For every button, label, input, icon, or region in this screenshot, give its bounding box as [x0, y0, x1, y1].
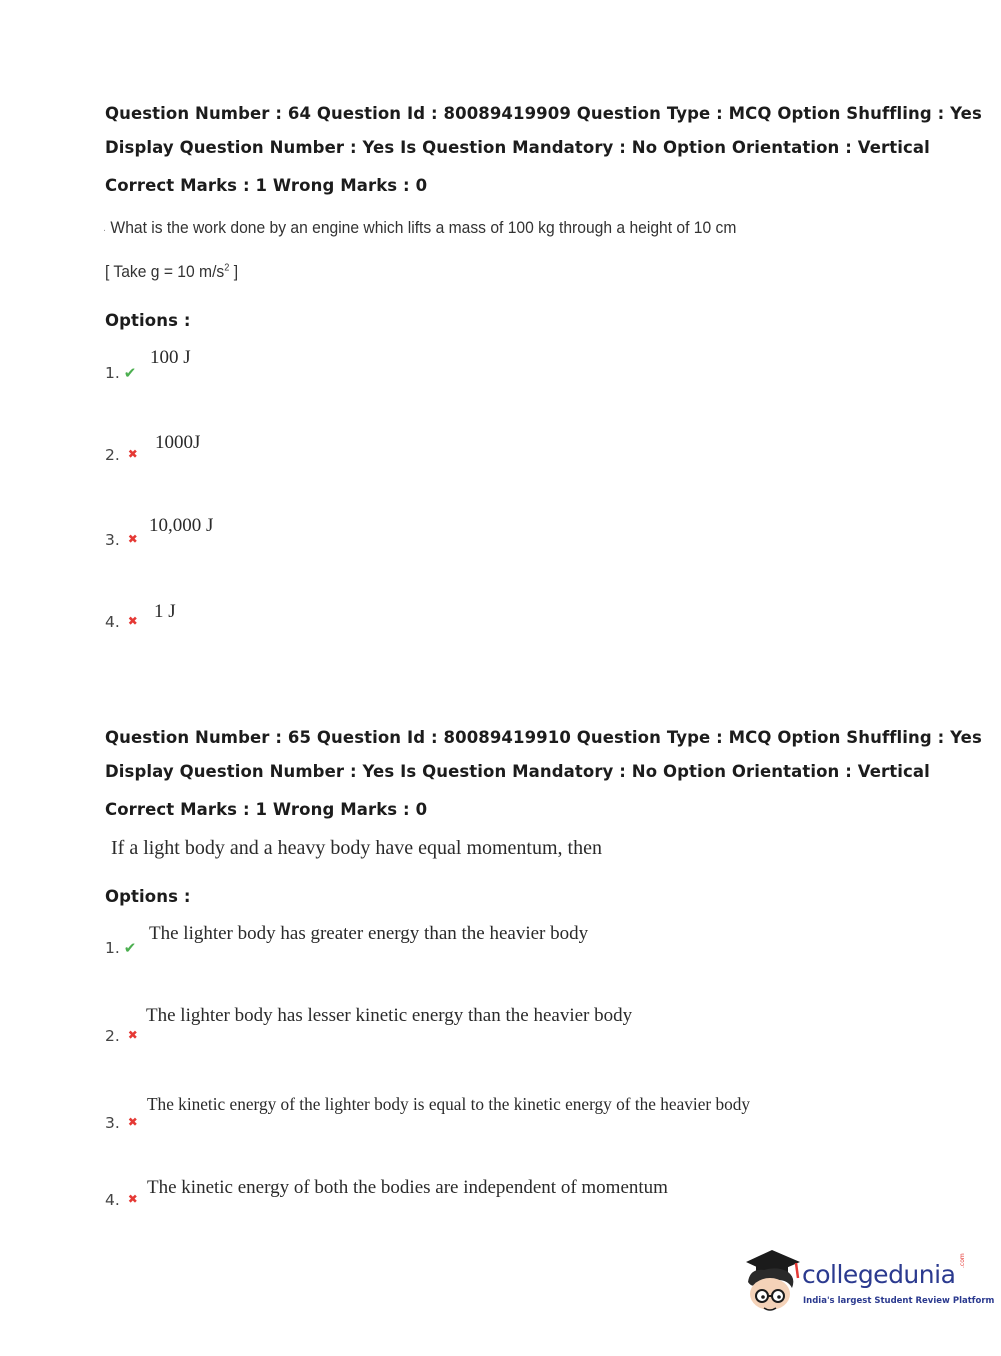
check-icon: ✔ — [123, 939, 137, 957]
logo-wordmark: collegedunia — [802, 1260, 956, 1289]
q64-option-3-number: 3. ✖ — [105, 531, 138, 549]
q65-question: If a light body and a heavy body have equal momentum, then — [111, 837, 602, 859]
q64-options-label: Options : — [105, 311, 191, 330]
logo-tagline: India's largest Student Review Platform — [803, 1296, 995, 1306]
q64-hint-prefix: [ Take g = 10 m/s — [105, 262, 225, 281]
q64-option-4-text: 1 J — [154, 601, 176, 622]
q64-option-4-number: 4. ✖ — [105, 613, 138, 631]
q64-hint — [105, 262, 238, 282]
q64-option-1-text: 100 J — [150, 347, 191, 368]
q65-option-2-text: The lighter body has lesser kinetic energy than the heavier body — [146, 1005, 633, 1026]
q65-option-4-number: 4. ✖ — [105, 1191, 138, 1209]
q65-options-label: Options : — [105, 887, 191, 906]
q65-option-1-number: 1. ✔ — [105, 939, 137, 957]
q64-meta-line1: Question Number : 64 Question Id : 80089419909 Question Type : MCQ Option Shuffling : Yes — [105, 104, 982, 123]
cross-icon: ✖ — [127, 1192, 138, 1206]
check-icon: ✔ — [123, 364, 137, 382]
q65-option-2-number: 2. ✖ — [105, 1027, 138, 1045]
cross-icon: ✖ — [127, 614, 138, 628]
q65-option-1-text: The lighter body has greater energy than the heavier body — [149, 923, 589, 944]
q64-hint-suffix: ] — [229, 262, 239, 281]
q64-question-text — [103, 218, 736, 238]
q64-option-2-number: 2. ✖ — [105, 446, 138, 464]
cross-icon: ✖ — [127, 1115, 138, 1129]
cross-icon: ✖ — [127, 447, 138, 461]
q65-meta-line2: Display Question Number : Yes Is Question Mandatory : No Option Orientation : Vertical — [105, 762, 930, 781]
collegedunia-logo — [742, 1248, 995, 1318]
cross-icon: ✖ — [127, 1028, 138, 1042]
q64-option-1-number: 1. ✔ — [105, 364, 137, 382]
q64-question: What is the work done by an engine which lifts a mass of 100 kg through a height of 10 cm — [110, 218, 737, 237]
q65-meta-line3: Correct Marks : 1 Wrong Marks : 0 — [105, 800, 428, 819]
bullet-dot: · — [103, 225, 107, 236]
q65-meta-line1: Question Number : 65 Question Id : 80089419910 Question Type : MCQ Option Shuffling : Yes — [105, 728, 982, 747]
q64-option-2-text: 1000J — [155, 432, 201, 453]
q65-option-3-number: 3. ✖ — [105, 1114, 138, 1132]
q64-option-3-text: 10,000 J — [149, 515, 214, 536]
cross-icon: ✖ — [127, 532, 138, 546]
q64-meta-line3: Correct Marks : 1 Wrong Marks : 0 — [105, 176, 428, 195]
q64-hint-sup: 2 — [224, 262, 230, 274]
q64-meta-line2: Display Question Number : Yes Is Question Mandatory : No Option Orientation : Vertical — [105, 138, 930, 157]
q65-option-4-text: The kinetic energy of both the bodies are independent of momentum — [147, 1177, 668, 1198]
q65-option-3-text: The kinetic energy of the lighter body is equal to the kinetic energy of the heavier body — [147, 1094, 751, 1114]
mascot-icon — [742, 1248, 802, 1318]
logo-suffix: .com — [959, 1253, 966, 1268]
